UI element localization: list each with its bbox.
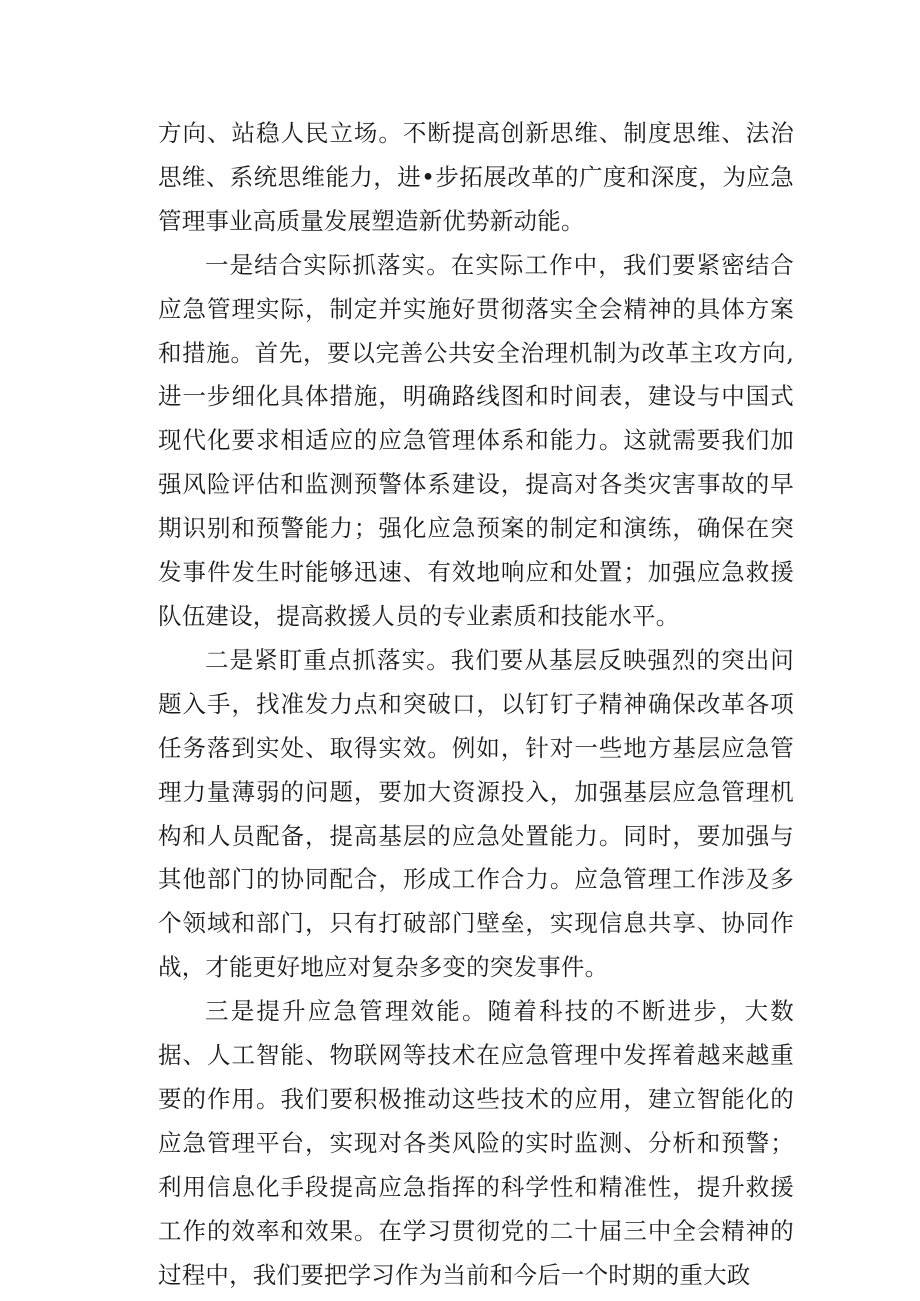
document-body [158, 112, 794, 1297]
paragraph-point-one: 一是结合实际抓落实。在实际工作中，我们要紧密结合应急管理实际，制定并实施好贯彻落实全会精神的具体方案和措施。首先，要以完善公共安全治理机制为改革主攻方向,进一步细化具体措施，明确路线图和时间表，建设与中国式现代化要求相适应的应急管理体系和能力。这就需要我们加强风险评估和监测预警体系建设，提高对各类灾害事故的早期识别和预警能力；强化应急预案的制定和演练，确保在突发事件发生时能够迅速、有效地响应和处置；加强应急救援队伍建设，提高救援人员的专业素质和技能水平。 [158, 250, 794, 630]
paragraph-point-three: 三是提升应急管理效能。随着科技的不断进步，大数据、人工智能、物联网等技术在应急管理中发挥着越来越重要的作用。我们要积极推动这些技术的应用，建立智能化的应急管理平台，实现对各类风险的实时监测、分析和预警；利用信息化手段提高应急指挥的科学性和精准性，提升救援工作的效率和效果。在学习贯彻党的二十届三中全会精神的过程中，我们要把学习作为当前和今后一个时期的重大政 [158, 997, 794, 1289]
paragraph-point-two: 二是紧盯重点抓落实。我们要从基层反映强烈的突出问题入手，找准发力点和突破口，以钉钉子精神确保改革各项任务落到实处、取得实效。例如，针对一些地方基层应急管理力量薄弱的问题，要加大资源投入，加强基层应急管理机构和人员配备，提高基层的应急处置能力。同时，要加强与其他部门的协同配合，形成工作合力。应急管理工作涉及多个领域和部门，只有打破部门壁垒，实现信息共享、协同作战，才能更好地应对复杂多变的突发事件。 [158, 645, 794, 982]
paragraph-continuation: 方向、站稳人民立场。不断提高创新思维、制度思维、法治思维、系统思维能力，进•步拓展改革的广度和深度，为应急管理事业高质量发展塑造新优势新动能。 [158, 119, 794, 235]
